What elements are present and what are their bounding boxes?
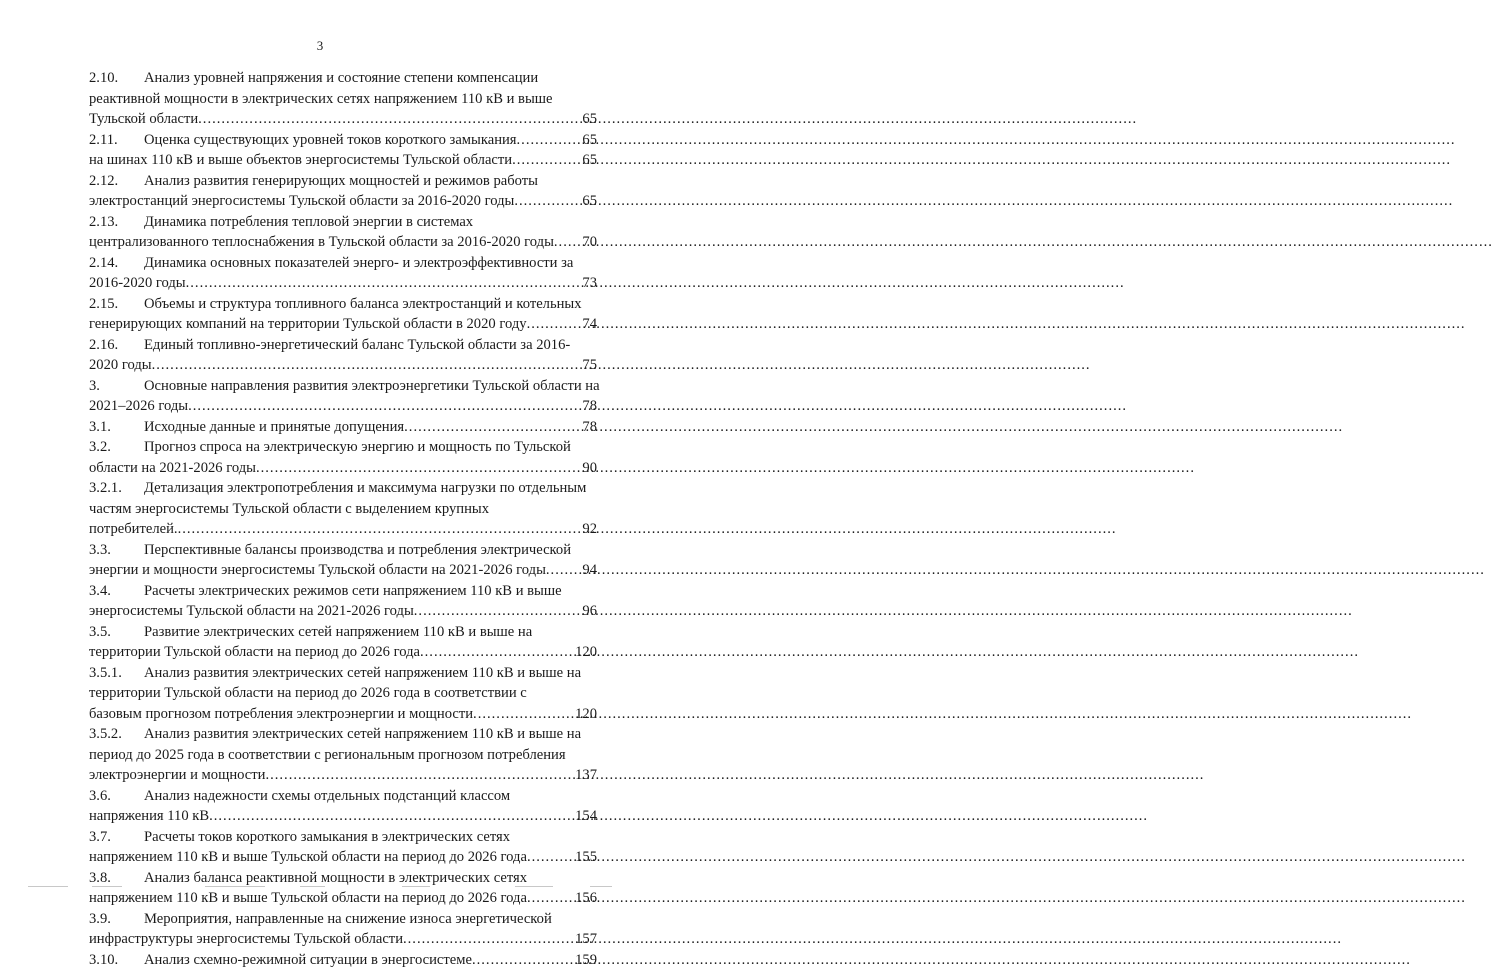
toc-line-text <box>89 888 527 909</box>
toc-entry[interactable] <box>89 724 597 786</box>
dot-leader <box>256 458 581 479</box>
toc-entry[interactable] <box>89 663 597 725</box>
toc-entry-title: Перспективные балансы производства и потребления электрической <box>144 542 571 558</box>
toc-entry-title: Анализ схемно-режимной ситуации в энергосистеме <box>144 952 472 968</box>
dot-leader <box>198 109 581 130</box>
toc-entry[interactable] <box>89 376 597 417</box>
toc-line <box>89 622 597 643</box>
toc-entry-title: территории Тульской области на период до 2026 года в соответствии с <box>89 685 527 701</box>
toc-entry[interactable] <box>89 786 597 827</box>
toc-line <box>89 540 597 561</box>
toc-entry[interactable] <box>89 540 597 581</box>
toc-entry[interactable] <box>89 335 597 376</box>
toc-line <box>89 888 597 909</box>
toc-line <box>89 191 597 212</box>
toc-entry-number: 2.15. <box>89 294 144 315</box>
toc-entry-title: Развитие электрических сетей напряжением 110 кВ и выше на <box>144 624 532 640</box>
toc-entry-title: Мероприятия, направленные на снижение износа энергетической <box>144 911 552 927</box>
dot-leader <box>527 888 574 909</box>
toc-page-number: 70 <box>581 232 597 253</box>
toc-page-number: 74 <box>581 314 597 335</box>
toc-line <box>89 437 597 458</box>
toc-entry[interactable] <box>89 622 597 663</box>
dot-leader <box>517 130 582 151</box>
toc-line-text <box>89 622 597 643</box>
toc-line-text <box>89 253 597 274</box>
dot-leader <box>404 417 581 438</box>
toc-line <box>89 663 597 684</box>
toc-line <box>89 171 597 192</box>
toc-page-number: 78 <box>581 417 597 438</box>
toc-entry-title: централизованного теплоснабжения в Тульской области за 2016-2020 годы <box>89 234 554 250</box>
dot-leader <box>178 519 582 540</box>
toc-line-text <box>89 294 597 315</box>
toc-entry-title: Динамика потребления тепловой энергии в системах <box>144 214 473 230</box>
toc-entry-title: Прогноз спроса на электрическую энергию и мощность по Тульской <box>144 439 571 455</box>
toc-entry[interactable] <box>89 171 597 212</box>
toc-line-text <box>89 724 597 745</box>
toc-entry-title: Анализ развития электрических сетей напряжением 110 кВ и выше на <box>144 726 581 742</box>
toc-entry-number: 3.7. <box>89 827 144 848</box>
toc-entry-title: Единый топливно-энергетический баланс Тульской области за 2016- <box>144 337 570 353</box>
toc-line <box>89 109 597 130</box>
toc-line <box>89 560 597 581</box>
toc-line-text <box>89 68 597 89</box>
toc-line-text <box>89 663 597 684</box>
dot-leader <box>473 704 574 725</box>
toc-page-number: 159 <box>574 950 597 970</box>
toc-line <box>89 417 597 438</box>
toc-entry-number: 3.9. <box>89 909 144 930</box>
toc-line <box>89 909 597 930</box>
dot-leader <box>546 560 582 581</box>
toc-line <box>89 929 597 950</box>
toc-line <box>89 294 597 315</box>
toc-line <box>89 89 597 110</box>
toc-line-text <box>89 437 597 458</box>
toc-entry-title: период до 2025 года в соответствии с региональным прогнозом потребления <box>89 747 566 763</box>
toc-entry-title: 2020 годы <box>89 357 152 373</box>
toc-line-text <box>89 109 198 130</box>
toc-entry-number: 2.16. <box>89 335 144 356</box>
toc-entry-title: Детализация электропотребления и максимума нагрузки по отдельным <box>144 480 586 496</box>
toc-line <box>89 847 597 868</box>
toc-entry-title: 2021–2026 годы <box>89 398 188 414</box>
page-number: 3 <box>0 38 640 54</box>
dot-leader <box>420 642 574 663</box>
toc-entry-number: 3.8. <box>89 868 144 889</box>
toc-line <box>89 478 597 499</box>
toc-entry[interactable] <box>89 827 597 868</box>
toc-line-text <box>89 335 597 356</box>
toc-line-text <box>89 540 597 561</box>
toc-line-text <box>89 458 256 479</box>
toc-entry-number: 3.5. <box>89 622 144 643</box>
toc-entry-title: Основные направления развития электроэнергетики Тульской области на <box>144 378 600 394</box>
toc-entry-number: 3.5.1. <box>89 663 144 684</box>
dot-leader <box>403 929 574 950</box>
toc-entry-title: энергосистемы Тульской области на 2021-2026 годы <box>89 603 414 619</box>
toc-line <box>89 745 597 766</box>
toc-line <box>89 581 597 602</box>
toc-page-number: 120 <box>574 642 597 663</box>
toc-page-number: 90 <box>581 458 597 479</box>
toc-line-text <box>89 130 517 151</box>
toc-line <box>89 68 597 89</box>
toc-line <box>89 499 597 520</box>
toc-page-number: 75 <box>581 355 597 376</box>
toc-page-number: 94 <box>581 560 597 581</box>
document-page <box>0 0 640 905</box>
toc-line-text <box>89 909 597 930</box>
toc-entry[interactable] <box>89 294 597 335</box>
toc-line-text <box>89 745 597 766</box>
toc-line-text <box>89 355 152 376</box>
toc-line-text <box>89 396 188 417</box>
toc-line-text <box>89 847 527 868</box>
toc-line-text <box>89 376 600 397</box>
toc-entry-title: генерирующих компаний на территории Тульской области в 2020 году <box>89 316 527 332</box>
toc-line <box>89 396 597 417</box>
toc-entry[interactable] <box>89 68 597 130</box>
toc-page-number: 65 <box>581 191 597 212</box>
toc-line <box>89 150 597 171</box>
toc-entry-number: 3.2.1. <box>89 478 144 499</box>
toc-entry-title: Объемы и структура топливного баланса электростанций и котельных <box>144 296 582 312</box>
toc-line-text <box>89 499 597 520</box>
dot-leader <box>527 847 574 868</box>
toc-entry[interactable] <box>89 950 597 970</box>
toc-line-text <box>89 191 514 212</box>
toc-entry-number: 3.5.2. <box>89 724 144 745</box>
toc-page-number: 96 <box>581 601 597 622</box>
toc-entry-title: частям энергосистемы Тульской области с выделением крупных <box>89 501 489 517</box>
toc-entry-number: 3.3. <box>89 540 144 561</box>
toc-entry-title: Динамика основных показателей энерго- и электроэффективности за <box>144 255 573 271</box>
toc-entry[interactable] <box>89 581 597 622</box>
toc-line-text <box>89 704 473 725</box>
toc-line-text <box>89 642 420 663</box>
toc-entry-title: Анализ развития электрических сетей напряжением 110 кВ и выше на <box>144 665 581 681</box>
toc-entry-title: территории Тульской области на период до 2026 года <box>89 644 420 660</box>
toc-entry-number: 3.1. <box>89 417 144 438</box>
toc-line <box>89 232 597 253</box>
toc-line-text <box>89 273 186 294</box>
toc-line-text <box>89 827 597 848</box>
toc-entry-title: инфраструктуры энергосистемы Тульской области <box>89 931 403 947</box>
toc-line-text <box>89 171 597 192</box>
toc-line-text <box>89 806 209 827</box>
toc-entry-title: напряжением 110 кВ и выше Тульской области на период до 2026 года <box>89 849 527 865</box>
toc-page-number: 92 <box>581 519 597 540</box>
toc-line <box>89 519 597 540</box>
dot-leader <box>188 396 581 417</box>
toc-line <box>89 786 597 807</box>
toc-entry[interactable] <box>89 130 597 171</box>
dot-leader <box>554 232 582 253</box>
toc-entry-title: Анализ уровней напряжения и состояние степени компенсации <box>144 70 538 86</box>
toc-line <box>89 130 597 151</box>
toc-entry-number: 2.11. <box>89 130 144 151</box>
toc-line <box>89 314 597 335</box>
toc-entry[interactable] <box>89 253 597 294</box>
toc-entry-title: на шинах 110 кВ и выше объектов энергосистемы Тульской области <box>89 152 512 168</box>
toc-entry-title: электроэнергии и мощности <box>89 767 265 783</box>
toc-line-text <box>89 581 597 602</box>
dot-leader <box>186 273 582 294</box>
dot-leader <box>209 806 574 827</box>
toc-entry-title: напряжения 110 кВ <box>89 808 209 824</box>
toc-line <box>89 335 597 356</box>
toc-entry-number: 3.6. <box>89 786 144 807</box>
toc-line-text <box>89 950 472 970</box>
toc-line <box>89 724 597 745</box>
toc-entry-title: электростанций энергосистемы Тульской области за 2016-2020 годы <box>89 193 514 209</box>
toc-entry-title: 2016-2020 годы <box>89 275 186 291</box>
toc-entry-title: энергии и мощности энергосистемы Тульской области на 2021-2026 годы <box>89 562 546 578</box>
dot-leader <box>472 950 574 970</box>
toc-entry-title: Исходные данные и принятые допущения <box>144 419 404 435</box>
toc-entry-number: 2.14. <box>89 253 144 274</box>
toc-line-text <box>89 560 546 581</box>
toc-line <box>89 704 597 725</box>
toc-entry-number: 3.10. <box>89 950 144 970</box>
toc-line <box>89 273 597 294</box>
toc-entry-number: 2.13. <box>89 212 144 233</box>
toc-entry[interactable] <box>89 417 597 438</box>
toc-line <box>89 212 597 233</box>
toc-page-number: 65 <box>581 109 597 130</box>
toc-page-number: 120 <box>574 704 597 725</box>
dot-leader <box>265 765 574 786</box>
toc-entry-title: Анализ развития генерирующих мощностей и режимов работы <box>144 173 538 189</box>
toc-line <box>89 827 597 848</box>
toc-line <box>89 806 597 827</box>
toc-line <box>89 253 597 274</box>
toc-line-text <box>89 478 597 499</box>
toc-entry-number: 3.2. <box>89 437 144 458</box>
dot-leader <box>514 191 581 212</box>
toc-entry-number: 2.10. <box>89 68 144 89</box>
toc-page-number: 78 <box>581 396 597 417</box>
toc-line-text <box>89 683 597 704</box>
dot-leader <box>512 150 581 171</box>
toc-line-text <box>89 786 597 807</box>
toc-line <box>89 355 597 376</box>
dot-leader <box>527 314 582 335</box>
toc-entry-number: 3.4. <box>89 581 144 602</box>
toc-entry[interactable] <box>89 478 597 540</box>
toc-page-number: 65 <box>581 150 597 171</box>
toc-entry-number: 3. <box>89 376 144 397</box>
toc-page-number: 65 <box>581 130 597 151</box>
dot-leader <box>414 601 582 622</box>
toc-line-text <box>89 929 403 950</box>
toc-line-text <box>89 765 265 786</box>
toc-entry-title: Тульской области <box>89 111 198 127</box>
toc-entry-title: Расчеты токов короткого замыкания в электрических сетях <box>144 829 510 845</box>
toc-entry-title: потребителей. <box>89 521 178 537</box>
toc-line-text <box>89 150 512 171</box>
toc-line <box>89 458 597 479</box>
toc-entry[interactable] <box>89 212 597 253</box>
toc-line <box>89 950 597 970</box>
toc-entry-title: базовым прогнозом потребления электроэнергии и мощности <box>89 706 473 722</box>
toc-line <box>89 376 597 397</box>
toc-line-text <box>89 417 404 438</box>
toc-line <box>89 683 597 704</box>
toc-page-number: 156 <box>574 888 597 909</box>
toc-entry-title: Расчеты электрических режимов сети напряжением 110 кВ и выше <box>144 583 562 599</box>
toc-entry[interactable] <box>89 909 597 950</box>
scan-footer-marks <box>0 884 640 890</box>
toc-page-number: 154 <box>574 806 597 827</box>
toc-entry-title: области на 2021-2026 годы <box>89 460 256 476</box>
toc-entry-title: Анализ баланса реактивной мощности в электрических сетях <box>144 870 527 886</box>
toc-line-text <box>89 601 414 622</box>
toc-entry-title: реактивной мощности в электрических сетях напряжением 110 кВ и выше <box>89 91 552 107</box>
toc-entry-title: напряжением 110 кВ и выше Тульской области на период до 2026 года <box>89 890 527 906</box>
toc-entry-title: Анализ надежности схемы отдельных подстанций классом <box>144 788 510 804</box>
dot-leader <box>152 355 582 376</box>
toc-line <box>89 601 597 622</box>
toc-page-number: 155 <box>574 847 597 868</box>
toc-line-text <box>89 212 597 233</box>
toc-page-number: 137 <box>574 765 597 786</box>
toc-page-number: 157 <box>574 929 597 950</box>
toc-entry-number: 2.12. <box>89 171 144 192</box>
table-of-contents <box>89 68 597 970</box>
toc-line <box>89 642 597 663</box>
toc-line <box>89 765 597 786</box>
toc-page-number: 73 <box>581 273 597 294</box>
toc-line-text <box>89 232 554 253</box>
toc-line-text <box>89 519 178 540</box>
toc-entry-title: Оценка существующих уровней токов короткого замыкания <box>144 132 517 148</box>
toc-entry[interactable] <box>89 437 597 478</box>
toc-line-text <box>89 89 597 110</box>
toc-line-text <box>89 314 527 335</box>
